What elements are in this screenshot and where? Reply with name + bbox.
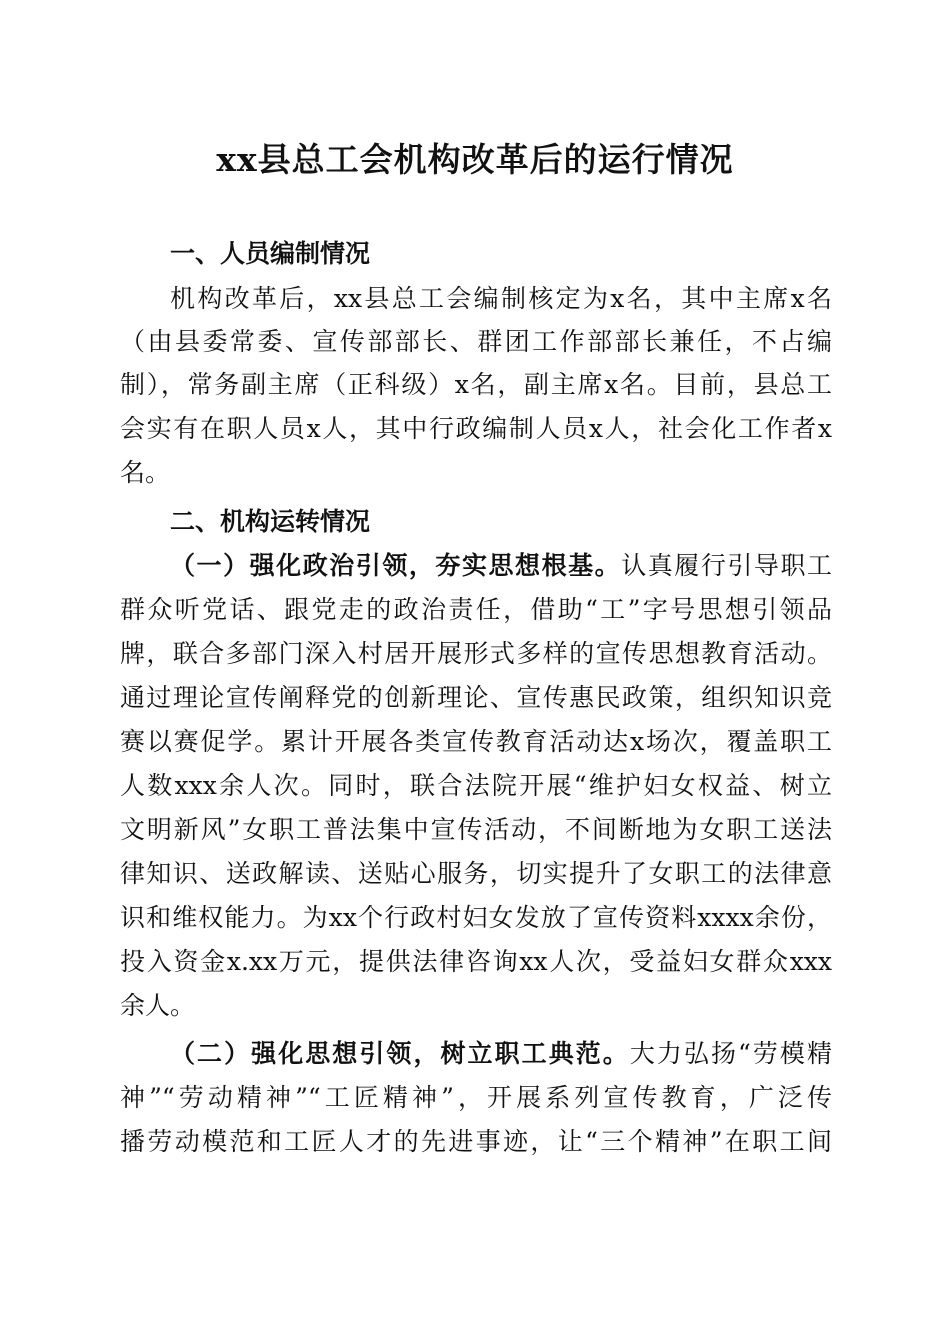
paragraph-line: 赛以赛促学。累计开展各类宣传教育活动达x场次，覆盖职工 bbox=[120, 727, 832, 756]
paragraph-line: 制），常务副主席（正科级）x名，副主席x名。目前，县总工 bbox=[120, 370, 832, 399]
section-heading-staffing: 一、人员编制情况 bbox=[170, 239, 371, 268]
paragraph-line-lead bbox=[170, 546, 832, 586]
paragraph-line-lead bbox=[170, 1034, 832, 1074]
paragraph-line: （由县委常委、宣传部部长、群团工作部部长兼任，不占编 bbox=[120, 327, 832, 356]
paragraph-line: 文明新风”女职工普法集中宣传活动，不间断地为女职工送法 bbox=[120, 815, 832, 844]
paragraph-line: 播劳动模范和工匠人才的先进事迹，让“三个精神”在职工间 bbox=[120, 1127, 832, 1156]
paragraph-line: 机构改革后，xx县总工会编制核定为x名，其中主席x名 bbox=[170, 284, 832, 313]
paragraph-line: 群众听党话、跟党走的政治责任，借助“工”字号思想引领品 bbox=[120, 595, 832, 624]
paragraph-line: 名。 bbox=[120, 458, 171, 487]
item-lead-ideological: （二）强化思想引领，树立职工典范。 bbox=[170, 1039, 630, 1068]
paragraph-line: 律知识、送政解读、送贴心服务，切实提升了女职工的法律意 bbox=[120, 859, 832, 888]
paragraph-line: 投入资金x.xx万元，提供法律咨询xx人次，受益妇女群众xxx bbox=[120, 947, 832, 976]
paragraph-line: 识和维权能力。为xx个行政村妇女发放了宣传资料xxxx余份， bbox=[120, 903, 832, 932]
paragraph-line: 会实有在职人员x人，其中行政编制人员x人，社会化工作者x bbox=[120, 414, 832, 443]
paragraph-line: 人数xxx余人次。同时，联合法院开展“维护妇女权益、树立 bbox=[120, 771, 832, 800]
item-lead-political: （一）强化政治引领，夯实思想根基。 bbox=[170, 551, 622, 580]
section-heading-operation: 二、机构运转情况 bbox=[170, 507, 371, 536]
item-text: 大力弘扬“劳模精 bbox=[629, 1039, 832, 1068]
item-text: 认真履行引导职工 bbox=[621, 551, 832, 580]
document-title: xx县总工会机构改革后的运行情况 bbox=[216, 140, 734, 179]
paragraph-line: 神”“劳动精神”“工匠精神”，开展系列宣传教育，广泛传 bbox=[120, 1083, 832, 1112]
paragraph-line: 牌，联合多部门深入村居开展形式多样的宣传思想教育活动。 bbox=[120, 639, 832, 668]
paragraph-line: 通过理论宣传阐释党的创新理论、宣传惠民政策，组织知识竞 bbox=[120, 683, 832, 712]
paragraph-line: 余人。 bbox=[120, 991, 196, 1020]
